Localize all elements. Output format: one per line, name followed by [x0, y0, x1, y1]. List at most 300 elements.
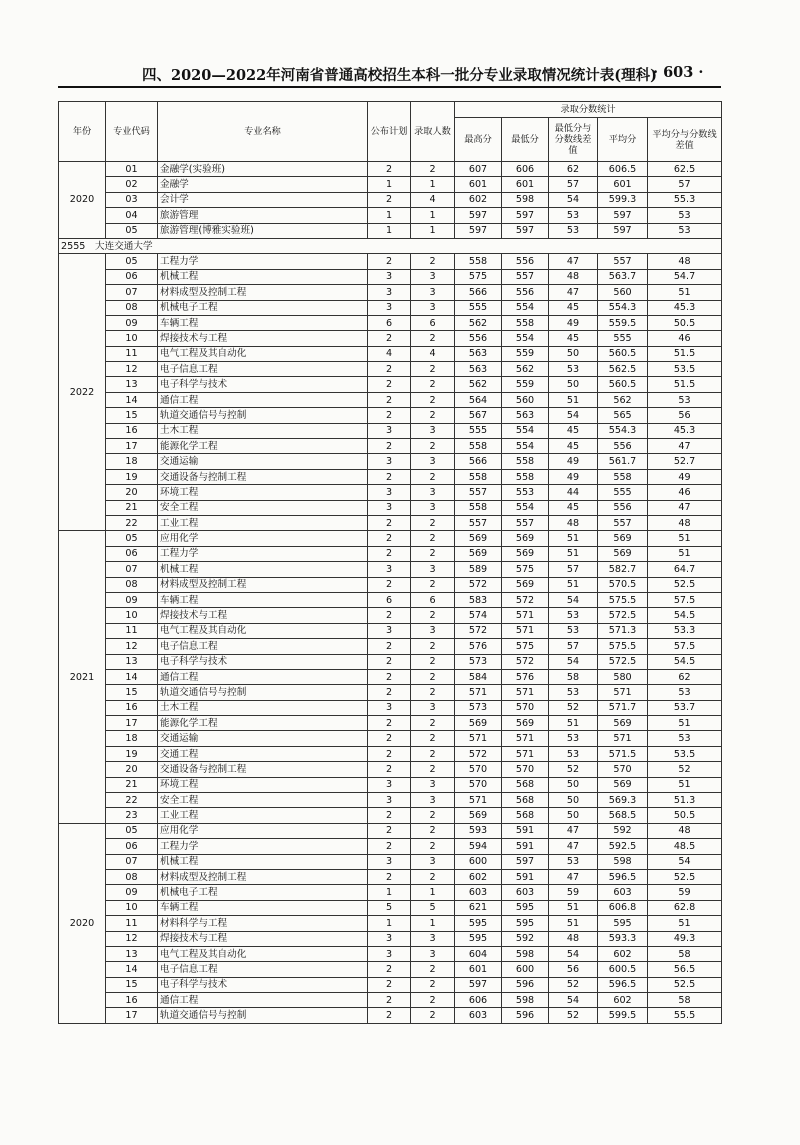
table-cell: 559.5	[598, 315, 648, 330]
table-row	[59, 223, 722, 238]
header-min-diff: 最低分与分数线差值	[549, 118, 598, 162]
table-cell: 555	[598, 331, 648, 346]
table-cell: 05	[106, 223, 158, 238]
table-cell: 能源化学工程	[158, 439, 368, 454]
table-cell: 50	[549, 777, 598, 792]
table-cell: 能源化学工程	[158, 716, 368, 731]
header-year: 年份	[59, 102, 106, 162]
table-cell: 6	[411, 315, 455, 330]
table-cell: 557	[598, 515, 648, 530]
table-cell: 51.5	[648, 346, 722, 361]
table-cell: 车辆工程	[158, 592, 368, 607]
table-cell: 554	[502, 500, 549, 515]
table-cell: 焊接技术与工程	[158, 331, 368, 346]
header-admitted: 录取人数	[411, 102, 455, 162]
table-cell: 554.3	[598, 423, 648, 438]
table-cell: 560.5	[598, 377, 648, 392]
table-cell: 53	[648, 392, 722, 407]
table-cell: 3	[368, 700, 411, 715]
table-cell: 595	[598, 916, 648, 931]
table-cell: 材料科学与工程	[158, 916, 368, 931]
table-row	[59, 639, 722, 654]
table-cell: 50	[549, 346, 598, 361]
table-cell: 3	[411, 300, 455, 315]
table-cell: 11	[106, 623, 158, 638]
table-cell: 601	[455, 177, 502, 192]
table-cell: 2	[368, 408, 411, 423]
table-cell: 电子科学与技术	[158, 654, 368, 669]
table-row	[59, 885, 722, 900]
table-cell: 2	[411, 654, 455, 669]
table-cell: 2	[368, 531, 411, 546]
table-row	[59, 439, 722, 454]
table-cell: 558	[502, 315, 549, 330]
table-cell: 2	[368, 669, 411, 684]
table-cell: 电子信息工程	[158, 962, 368, 977]
header-code: 专业代码	[106, 102, 158, 162]
table-cell: 应用化学	[158, 531, 368, 546]
table-cell: 金融学(实验班)	[158, 162, 368, 177]
table-cell: 49	[549, 315, 598, 330]
table-cell: 2	[368, 977, 411, 992]
table-cell: 595	[502, 916, 549, 931]
table-cell: 2	[368, 869, 411, 884]
table-cell: 572	[502, 592, 549, 607]
table-cell: 606.5	[598, 162, 648, 177]
table-row	[59, 931, 722, 946]
table-cell: 580	[598, 669, 648, 684]
table-cell: 05	[106, 823, 158, 838]
table-cell: 54	[549, 408, 598, 423]
table-cell: 48	[648, 254, 722, 269]
table-cell: 3	[368, 854, 411, 869]
table-cell: 571	[502, 731, 549, 746]
table-cell: 49	[549, 454, 598, 469]
table-cell: 2	[368, 993, 411, 1008]
table-row	[59, 669, 722, 684]
table-cell: 机械电子工程	[158, 300, 368, 315]
table-cell: 1	[368, 223, 411, 238]
table-cell: 01	[106, 162, 158, 177]
table-cell: 603	[598, 885, 648, 900]
table-cell: 07	[106, 854, 158, 869]
table-row	[59, 716, 722, 731]
table-cell: 596	[502, 977, 549, 992]
table-cell: 机械工程	[158, 562, 368, 577]
table-cell: 571	[598, 731, 648, 746]
table-cell: 电子信息工程	[158, 362, 368, 377]
table-cell: 02	[106, 177, 158, 192]
table-cell: 2	[368, 731, 411, 746]
table-cell: 20	[106, 762, 158, 777]
table-cell: 51	[648, 777, 722, 792]
table-cell: 602	[598, 993, 648, 1008]
table-cell: 569	[598, 531, 648, 546]
table-row	[59, 454, 722, 469]
table-row	[59, 623, 722, 638]
table-cell: 602	[455, 869, 502, 884]
table-cell: 3	[411, 500, 455, 515]
table-cell: 555	[455, 300, 502, 315]
table-cell: 48	[549, 515, 598, 530]
table-cell: 569	[455, 716, 502, 731]
table-cell: 2	[368, 515, 411, 530]
table-cell: 07	[106, 285, 158, 300]
table-cell: 571	[455, 685, 502, 700]
table-cell: 560	[598, 285, 648, 300]
table-cell: 569	[502, 546, 549, 561]
table-cell: 1	[368, 916, 411, 931]
table-row	[59, 900, 722, 915]
table-cell: 566	[455, 454, 502, 469]
table-cell: 573	[455, 654, 502, 669]
table-cell: 45	[549, 331, 598, 346]
table-cell: 557	[502, 269, 549, 284]
table-cell: 602	[455, 192, 502, 207]
table-cell: 2	[411, 1008, 455, 1023]
table-cell: 52.5	[648, 869, 722, 884]
table-cell: 560	[502, 392, 549, 407]
table-cell: 04	[106, 208, 158, 223]
table-cell: 材料成型及控制工程	[158, 577, 368, 592]
table-cell: 46	[648, 331, 722, 346]
page-title: 四、2020—2022年河南省普通高校招生本科一批分专业录取情况统计表(理科)	[142, 67, 657, 84]
table-cell: 轨道交通信号与控制	[158, 1008, 368, 1023]
table-cell: 3	[368, 423, 411, 438]
table-cell: 5	[368, 900, 411, 915]
table-cell: 2	[368, 362, 411, 377]
table-cell: 3	[368, 285, 411, 300]
table-cell: 2	[368, 685, 411, 700]
table-cell: 600	[502, 962, 549, 977]
table-cell: 597	[502, 223, 549, 238]
header-rule	[58, 86, 721, 88]
table-cell: 575	[502, 639, 549, 654]
table-cell: 2	[411, 823, 455, 838]
table-cell: 57	[549, 639, 598, 654]
table-cell: 572	[502, 654, 549, 669]
table-row	[59, 500, 722, 515]
table-cell: 23	[106, 808, 158, 823]
table-cell: 591	[502, 823, 549, 838]
table-cell: 54	[648, 854, 722, 869]
table-cell: 3	[411, 623, 455, 638]
table-cell: 54	[549, 993, 598, 1008]
table-cell: 553	[502, 485, 549, 500]
table-row	[59, 746, 722, 761]
table-cell: 05	[106, 531, 158, 546]
table-cell: 600.5	[598, 962, 648, 977]
table-cell: 50.5	[648, 315, 722, 330]
table-cell: 51	[549, 716, 598, 731]
table-cell: 570.5	[598, 577, 648, 592]
table-cell: 58	[549, 669, 598, 684]
table-cell: 561.7	[598, 454, 648, 469]
table-cell: 22	[106, 793, 158, 808]
table-cell: 2	[368, 469, 411, 484]
table-cell: 2	[368, 746, 411, 761]
table-cell: 53	[648, 731, 722, 746]
table-cell: 570	[502, 762, 549, 777]
table-row	[59, 269, 722, 284]
table-cell: 572.5	[598, 654, 648, 669]
table-cell: 17	[106, 1008, 158, 1023]
table-cell: 57.5	[648, 639, 722, 654]
table-row	[59, 916, 722, 931]
table-cell: 1	[411, 916, 455, 931]
table-cell: 1	[368, 885, 411, 900]
table-cell: 594	[455, 839, 502, 854]
table-cell: 558	[502, 469, 549, 484]
table-cell: 会计学	[158, 192, 368, 207]
table-row	[59, 177, 722, 192]
table-cell: 583	[455, 592, 502, 607]
table-cell: 05	[106, 254, 158, 269]
table-cell: 59	[648, 885, 722, 900]
table-cell: 53	[648, 685, 722, 700]
table-cell: 599.5	[598, 1008, 648, 1023]
table-cell: 2	[368, 808, 411, 823]
table-cell: 571.3	[598, 623, 648, 638]
table-cell: 569.3	[598, 793, 648, 808]
table-cell: 562.5	[598, 362, 648, 377]
table-cell: 53.5	[648, 746, 722, 761]
table-cell: 14	[106, 962, 158, 977]
table-cell: 2	[411, 546, 455, 561]
table-cell: 16	[106, 700, 158, 715]
table-cell: 557	[598, 254, 648, 269]
table-cell: 602	[598, 946, 648, 961]
table-cell: 2	[411, 669, 455, 684]
table-row	[59, 700, 722, 715]
table-cell: 11	[106, 916, 158, 931]
table-cell: 2	[411, 762, 455, 777]
table-row	[59, 254, 722, 269]
table-cell: 54	[549, 946, 598, 961]
table-cell: 6	[368, 315, 411, 330]
table-cell: 556	[502, 285, 549, 300]
table-cell: 575.5	[598, 592, 648, 607]
table-cell: 2	[368, 823, 411, 838]
table-cell: 62	[648, 669, 722, 684]
table-row	[59, 777, 722, 792]
table-cell: 2	[368, 162, 411, 177]
table-cell: 54.5	[648, 608, 722, 623]
table-cell: 53	[549, 746, 598, 761]
table-cell: 旅游管理(博雅实验班)	[158, 223, 368, 238]
table-cell: 563	[455, 362, 502, 377]
table-row	[59, 546, 722, 561]
table-cell: 571	[455, 793, 502, 808]
table-cell: 49	[549, 469, 598, 484]
table-row	[59, 839, 722, 854]
table-cell: 电气工程及其自动化	[158, 623, 368, 638]
table-cell: 2	[411, 531, 455, 546]
table-row	[59, 377, 722, 392]
table-cell: 596	[502, 1008, 549, 1023]
table-cell: 5	[411, 900, 455, 915]
table-cell: 06	[106, 269, 158, 284]
table-cell: 601	[598, 177, 648, 192]
table-cell: 53	[549, 623, 598, 638]
table-cell: 1	[368, 208, 411, 223]
table-row	[59, 485, 722, 500]
table-cell: 16	[106, 423, 158, 438]
table-cell: 569	[598, 777, 648, 792]
table-cell: 565	[598, 408, 648, 423]
table-cell: 555	[455, 423, 502, 438]
table-cell: 1	[411, 885, 455, 900]
table-cell: 53.5	[648, 362, 722, 377]
table-cell: 59	[549, 885, 598, 900]
table-cell: 2	[368, 331, 411, 346]
table-cell: 597	[455, 977, 502, 992]
table-cell: 安全工程	[158, 500, 368, 515]
table-cell: 47	[549, 869, 598, 884]
header-plan: 公布计划	[368, 102, 411, 162]
table-cell: 47	[549, 823, 598, 838]
table-row	[59, 731, 722, 746]
table-cell: 2	[368, 392, 411, 407]
table-cell: 11	[106, 346, 158, 361]
table-cell: 52	[549, 1008, 598, 1023]
table-cell: 597	[502, 854, 549, 869]
table-cell: 600	[455, 854, 502, 869]
table-cell: 材料成型及控制工程	[158, 869, 368, 884]
table-cell: 2	[411, 746, 455, 761]
table-cell: 51	[549, 577, 598, 592]
table-cell: 49.3	[648, 931, 722, 946]
table-cell: 596.5	[598, 977, 648, 992]
year-cell: 2021	[59, 531, 106, 823]
table-cell: 18	[106, 731, 158, 746]
table-cell: 13	[106, 654, 158, 669]
table-cell: 2	[368, 962, 411, 977]
table-cell: 58	[648, 993, 722, 1008]
table-cell: 53.3	[648, 623, 722, 638]
table-row	[59, 993, 722, 1008]
table-cell: 09	[106, 315, 158, 330]
table-cell: 621	[455, 900, 502, 915]
table-cell: 55.3	[648, 192, 722, 207]
table-cell: 21	[106, 777, 158, 792]
table-cell: 48.5	[648, 839, 722, 854]
table-cell: 51	[648, 916, 722, 931]
year-cell: 2020	[59, 162, 106, 239]
table-cell: 13	[106, 377, 158, 392]
table-cell: 569	[502, 716, 549, 731]
table-cell: 3	[368, 500, 411, 515]
table-cell: 2	[368, 377, 411, 392]
table-cell: 596.5	[598, 869, 648, 884]
table-cell: 592	[502, 931, 549, 946]
table-cell: 62.5	[648, 162, 722, 177]
table-cell: 556	[598, 500, 648, 515]
table-cell: 62	[549, 162, 598, 177]
table-cell: 558	[455, 254, 502, 269]
table-cell: 64.7	[648, 562, 722, 577]
table-cell: 工程力学	[158, 254, 368, 269]
table-cell: 2	[368, 839, 411, 854]
header-score-group: 录取分数统计	[455, 102, 722, 118]
table-cell: 17	[106, 439, 158, 454]
year-cell: 2022	[59, 254, 106, 531]
table-cell: 土木工程	[158, 700, 368, 715]
table-cell: 47	[549, 839, 598, 854]
table-cell: 19	[106, 746, 158, 761]
table-cell: 57	[549, 562, 598, 577]
table-cell: 53	[549, 854, 598, 869]
table-cell: 4	[368, 346, 411, 361]
table-cell: 50.5	[648, 808, 722, 823]
table-cell: 2	[411, 362, 455, 377]
table-cell: 51	[648, 531, 722, 546]
table-cell: 交通设备与控制工程	[158, 762, 368, 777]
table-cell: 569	[455, 808, 502, 823]
table-cell: 558	[598, 469, 648, 484]
table-row	[59, 346, 722, 361]
table-cell: 603	[455, 1008, 502, 1023]
table-cell: 安全工程	[158, 793, 368, 808]
table-cell: 574	[455, 608, 502, 623]
table-cell: 车辆工程	[158, 315, 368, 330]
table-cell: 47	[648, 500, 722, 515]
table-cell: 558	[455, 439, 502, 454]
table-cell: 1	[411, 208, 455, 223]
table-cell: 通信工程	[158, 392, 368, 407]
table-cell: 555	[598, 485, 648, 500]
table-cell: 51	[648, 716, 722, 731]
table-cell: 560.5	[598, 346, 648, 361]
table-cell: 562	[455, 315, 502, 330]
table-cell: 3	[411, 423, 455, 438]
table-cell: 2	[411, 254, 455, 269]
table-cell: 2	[411, 515, 455, 530]
table-cell: 通信工程	[158, 669, 368, 684]
table-cell: 52	[549, 977, 598, 992]
table-cell: 572	[455, 577, 502, 592]
table-cell: 56	[549, 962, 598, 977]
table-cell: 591	[502, 869, 549, 884]
table-cell: 环境工程	[158, 777, 368, 792]
table-cell: 1	[411, 223, 455, 238]
table-cell: 2	[411, 639, 455, 654]
table-cell: 595	[502, 900, 549, 915]
table-cell: 558	[455, 469, 502, 484]
table-cell: 2	[411, 869, 455, 884]
table-cell: 09	[106, 592, 158, 607]
table-cell: 54.5	[648, 654, 722, 669]
table-row	[59, 162, 722, 177]
table-cell: 593.3	[598, 931, 648, 946]
table-cell: 58	[648, 946, 722, 961]
table-cell: 51	[648, 546, 722, 561]
table-cell: 598	[502, 192, 549, 207]
table-cell: 1	[411, 177, 455, 192]
table-cell: 15	[106, 685, 158, 700]
table-cell: 52	[549, 762, 598, 777]
table-cell: 56.5	[648, 962, 722, 977]
table-cell: 3	[368, 454, 411, 469]
table-cell: 571.5	[598, 746, 648, 761]
table-cell: 603	[455, 885, 502, 900]
table-row	[59, 362, 722, 377]
table-row	[59, 869, 722, 884]
table-cell: 49	[648, 469, 722, 484]
table-cell: 51	[648, 285, 722, 300]
table-row	[59, 592, 722, 607]
table-cell: 电气工程及其自动化	[158, 346, 368, 361]
